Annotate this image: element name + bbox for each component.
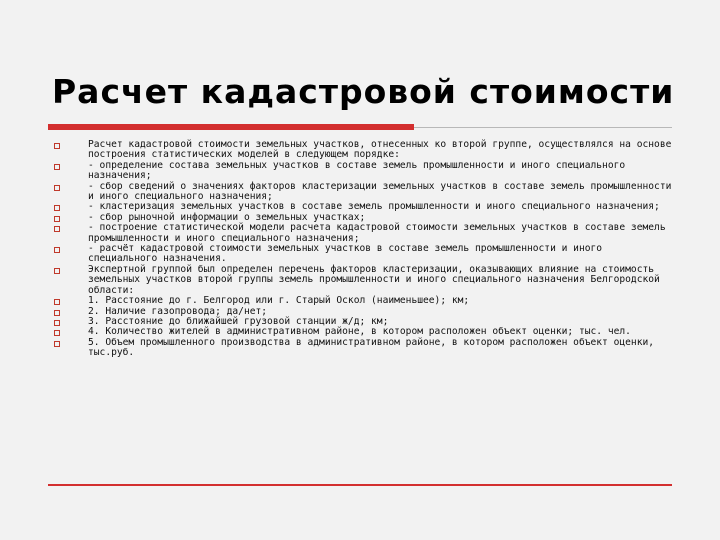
square-bullet-icon: [54, 310, 60, 316]
square-bullet-icon: [54, 268, 60, 274]
list-item-text: - определение состава земельных участков в составе земель промышленности и иного специального назначения;: [88, 159, 626, 182]
square-bullet-icon: [54, 341, 60, 347]
list-item-text: - построение статистической модели расчета кадастровой стоимости земельных участков в составе земель промышленности и иного специального назначения;: [88, 222, 666, 244]
square-bullet-icon: [54, 299, 60, 305]
list-item-text: 4. Количество жителей в административном районе, в котором расположен объект оценки; тыс. чел.: [88, 326, 631, 338]
square-bullet-icon: [54, 247, 60, 253]
list-item: [52, 161, 672, 182]
list-item-text: - кластеризация земельных участков в составе земель промышленности и иного специального назначения;: [88, 201, 660, 213]
square-bullet-icon: [54, 185, 60, 191]
list-item: [52, 338, 672, 359]
bullet-list: [52, 140, 672, 359]
list-item-text: Экспертной группой был определен перечень факторов кластеризации, оказывающих влияние на стоимость земельных участков второй группы земель промышленности и иного специального назначения Белгородской области:: [88, 263, 660, 296]
list-item: [52, 223, 672, 244]
title-accent-bar: [48, 124, 414, 130]
list-item-text: - сбор сведений о значениях факторов кластеризации земельных участков в составе земель промышленности и иного специального назначения;: [88, 180, 672, 203]
square-bullet-icon: [54, 216, 60, 222]
list-item: [52, 140, 672, 161]
list-item-text: 3. Расстояние до ближайшей грузовой станции ж/д; км;: [88, 315, 389, 327]
list-item-text: - сбор рыночной информации о земельных участках;: [88, 211, 366, 223]
list-item-text: 5. Объем промышленного производства в административном районе, в котором расположен объект оценки, тыс.руб.: [88, 336, 655, 359]
square-bullet-icon: [54, 143, 60, 149]
footer-divider: [48, 484, 672, 486]
list-item: [52, 182, 672, 203]
list-item-text: Расчет кадастровой стоимости земельных участков, отнесенных ко второй группе, осуществлялся на основе построения статистических моделей в следующем порядке:: [88, 139, 672, 161]
square-bullet-icon: [54, 164, 60, 170]
square-bullet-icon: [54, 226, 60, 232]
list-item: [52, 265, 672, 296]
square-bullet-icon: [54, 320, 60, 326]
square-bullet-icon: [54, 205, 60, 211]
slide-title: Расчет кадастровой стоимости: [52, 72, 675, 111]
list-item-text: 1. Расстояние до г. Белгород или г. Старый Оскол (наименьшее); км;: [88, 295, 470, 307]
list-item-text: 2. Наличие газопровода; да/нет;: [88, 305, 268, 317]
list-item: [52, 244, 672, 265]
list-item-text: - расчёт кадастровой стоимости земельных участков в составе земель промышленности и иного специального назначения.: [88, 243, 603, 265]
square-bullet-icon: [54, 330, 60, 336]
